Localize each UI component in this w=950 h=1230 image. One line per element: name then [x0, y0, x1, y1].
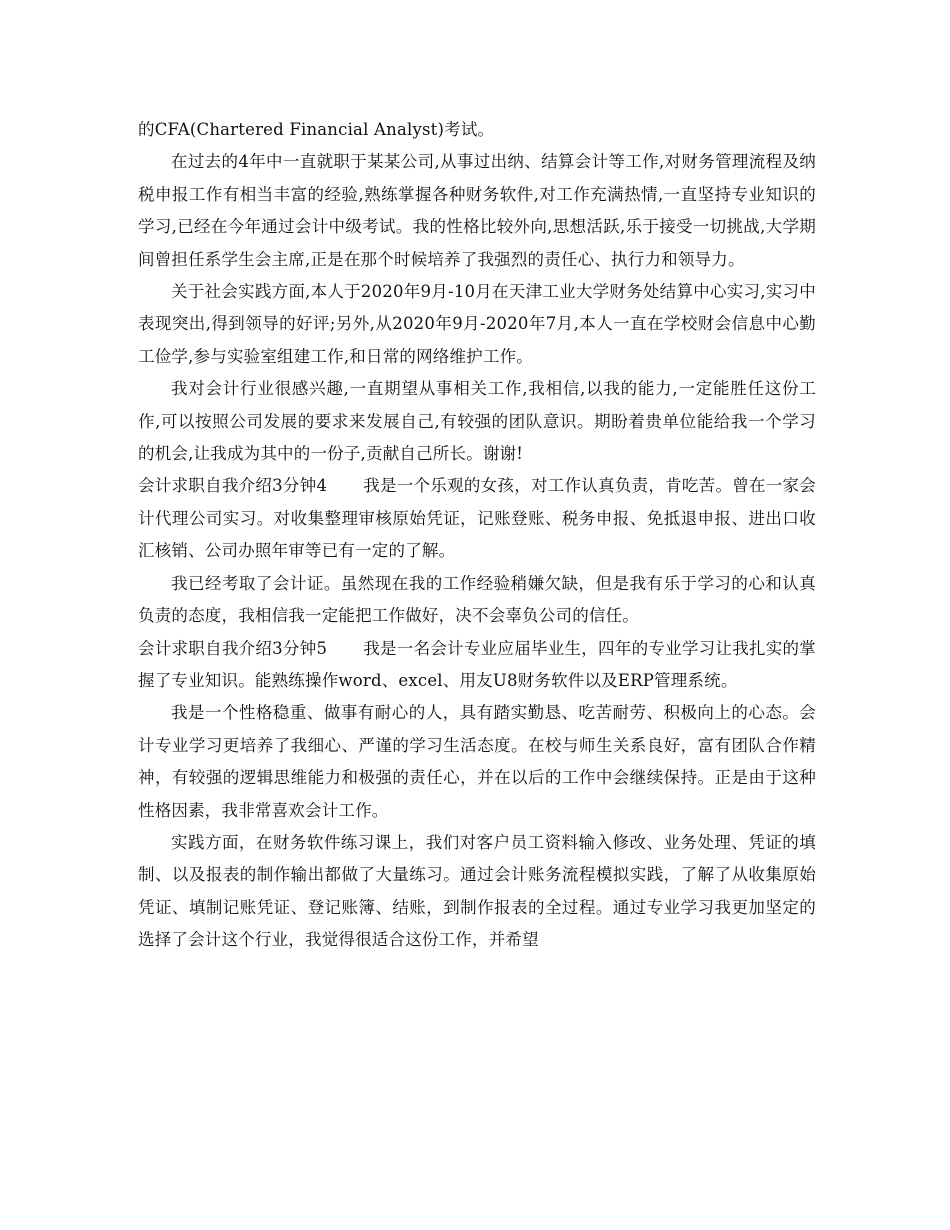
section-title: 会计求职自我介绍3分钟5 — [138, 638, 328, 658]
paragraph: 实践方面，在财务软件练习课上，我们对客户员工资料输入修改、业务处理、凭证的填制、以及报表的制作输出都做了大量练习。通过会计账务流程模拟实践，了解了从收集原始凭证、填制记账凭证、登记账簿、结账，到制作报表的全过程。通过专业学习我更加坚定的选择了会计这个行业，我觉得很适合这份工作，并希望 — [138, 832, 816, 950]
paragraph-continuation: 的CFA(Chartered Financial Analyst)考试。 — [138, 120, 495, 139]
paragraph: 我已经考取了会计证。虽然现在我的工作经验稍嫌欠缺，但是我有乐于学习的心和认真负责的态度，我相信我一定能把工作做好，决不会辜负公司的信任。 — [138, 573, 816, 626]
titled-paragraph — [138, 633, 816, 698]
paragraph: 我对会计行业很感兴趣,一直期望从事相关工作,我相信,以我的能力,一定能胜任这份工作,可以按照公司发展的要求来发展自己,有较强的团队意识。期盼着贵单位能给我一个学习的机会,让我成为其中的一份子,贡献自己所长。谢谢! — [138, 379, 816, 464]
section-title: 会计求职自我介绍3分钟4 — [138, 476, 328, 496]
paragraph: 我是一个性格稳重、做事有耐心的人，具有踏实勤恳、吃苦耐劳、积极向上的心态。会计专业学习更培养了我细心、严谨的学习生活态度。在校与师生关系良好，富有团队合作精神，有较强的逻辑思维能力和极强的责任心，并在以后的工作中会继续保持。正是由于这种性格因素，我非常喜欢会计工作。 — [138, 703, 816, 820]
document-body — [138, 114, 816, 957]
paragraph: 关于社会实践方面,本人于2020年9月-10月在天津工业大学财务处结算中心实习,实习中表现突出,得到领导的好评;另外,从2020年9月-2020年7月,本人一直在学校财会信息中心勤工俭学,参与实验室组建工作,和日常的网络维护工作。 — [138, 282, 816, 366]
titled-paragraph — [138, 470, 816, 567]
paragraph-text: 我是一个乐观的女孩，对工作认真负责，肯吃苦。曾在一家会计代理公司实习。对收集整理审核原始凭证，记账登账、税务申报、免抵退申报、进出口收汇核销、公司办照年审等已有一定的了解。 — [138, 476, 816, 561]
paragraph-text: 我是一名会计专业应届毕业生，四年的专业学习让我扎实的掌握了专业知识。能熟练操作word、excel、用友U8财务软件以及ERP管理系统。 — [138, 638, 816, 690]
paragraph: 在过去的4年中一直就职于某某公司,从事过出纳、结算会计等工作,对财务管理流程及纳税申报工作有相当丰富的经验,熟练掌握各种财务软件,对工作充满热情,一直坚持专业知识的学习,已经在今年通过会计中级考试。我的性格比较外向,思想活跃,乐于接受一切挑战,大学期间曾担任系学生会主席,正是在那个时候培养了我强烈的责任心、执行力和领导力。 — [138, 152, 816, 269]
